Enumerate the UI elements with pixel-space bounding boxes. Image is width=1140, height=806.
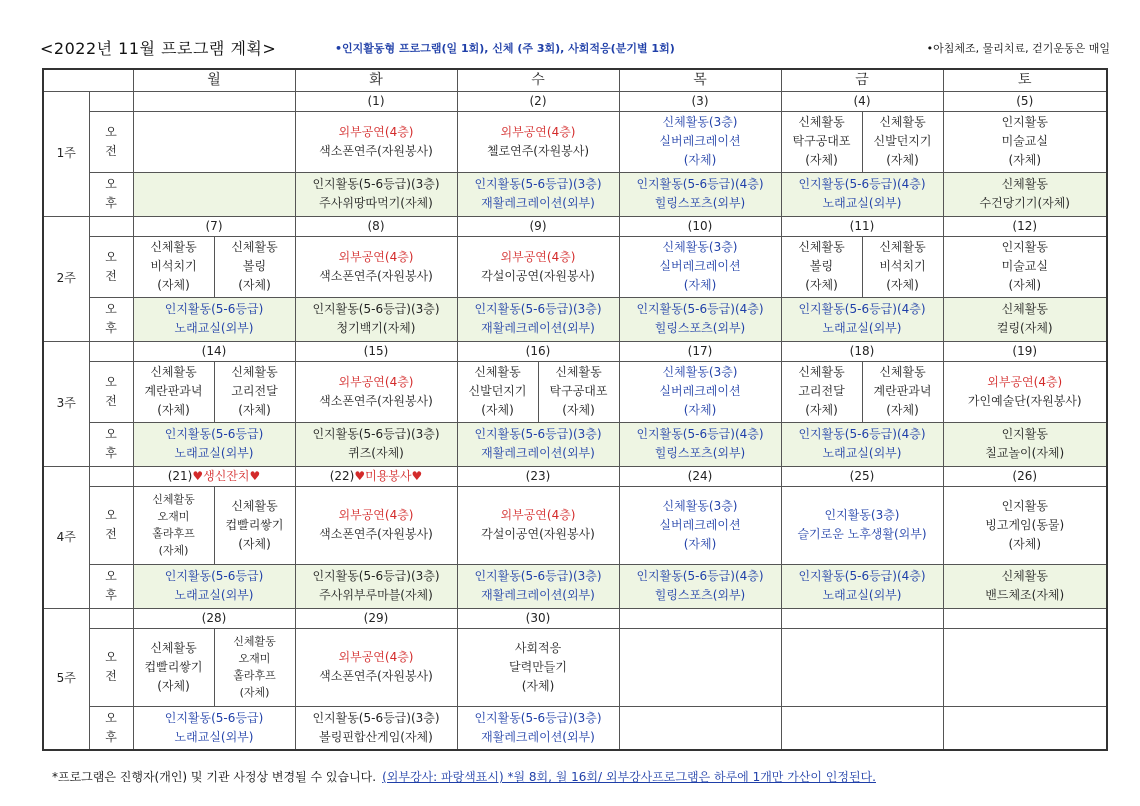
week5-date-row: [43, 608, 1107, 628]
program-cell: 신체활동 오재미 홀라후프 (자체): [133, 486, 214, 564]
program-cell: 신체활동 고리전달 (자체): [214, 361, 295, 422]
program-cell: 인지활동(5-6등급)(3층) 재활레크레이션(외부): [457, 422, 619, 466]
program-cell: 사회적응 달력만들기 (자체): [457, 628, 619, 706]
week4-date-row: [43, 466, 1107, 486]
program-cell: [781, 706, 943, 750]
date-cell: (9): [457, 216, 619, 236]
date-spacer: [89, 341, 133, 361]
program-cell: 신체활동 탁구공대포 (자체): [781, 111, 862, 172]
program-cell: 인지활동(5-6등급)(3층) 주사위땅따먹기(자체): [295, 172, 457, 216]
program-cell: 인지활동(5-6등급)(3층) 주사위부루마블(자체): [295, 564, 457, 608]
date-cell: [781, 608, 943, 628]
program-cell: 외부공연(4층) 가인예술단(자원봉사): [943, 361, 1107, 422]
date-cell: (24): [619, 466, 781, 486]
date-cell: (21)♥생신잔치♥: [133, 466, 295, 486]
program-cell: 인지활동(5-6등급)(3층) 볼링핀합산게임(자체): [295, 706, 457, 750]
program-cell: 신체활동(3층) 실버레크레이션 (자체): [619, 236, 781, 297]
date-cell: (14): [133, 341, 295, 361]
day-header-tue: 화: [295, 69, 457, 91]
am-label: 오 전: [89, 361, 133, 422]
program-cell: 인지활동(3층) 슬기로운 노후생활(외부): [781, 486, 943, 564]
program-cell: 신체활동 비석치기 (자체): [862, 236, 943, 297]
program-cell: 인지활동(5-6등급)(4층) 노래교실(외부): [781, 564, 943, 608]
program-cell: 신체활동 오재미 홀라후프 (자체): [214, 628, 295, 706]
date-cell: (18): [781, 341, 943, 361]
date-cell: (11): [781, 216, 943, 236]
day-header-sat: 토: [943, 69, 1107, 91]
day-header-fri: 금: [781, 69, 943, 91]
date-cell: (10): [619, 216, 781, 236]
week2-pm-row: [43, 297, 1107, 341]
date-spacer: [89, 466, 133, 486]
date-cell: (17): [619, 341, 781, 361]
program-cell: 인지활동(5-6등급)(3층) 청기백기(자체): [295, 297, 457, 341]
corner-cell: [43, 69, 133, 91]
page-title: <2022년 11월 프로그램 계획>: [40, 39, 277, 58]
week-label: 3주: [43, 341, 89, 466]
week4-am-row: [43, 486, 1107, 564]
date-spacer: [89, 608, 133, 628]
footer-change-note: *프로그램은 진행자(개인) 및 기관 사정상 변경될 수 있습니다.: [52, 770, 377, 784]
program-cell: 신체활동 신발던지기 (자체): [457, 361, 538, 422]
schedule-table: [42, 68, 1108, 751]
page-header: [40, 36, 1110, 60]
program-cell: 신체활동 비석치기 (자체): [133, 236, 214, 297]
daily-activities-note: •아침체조, 물리치료, 걷기운동은 매일: [926, 42, 1110, 55]
date-cell: (26): [943, 466, 1107, 486]
date-cell: (19): [943, 341, 1107, 361]
am-label: 오 전: [89, 236, 133, 297]
program-cell: 인지활동(5-6등급)(4층) 힐링스포츠(외부): [619, 297, 781, 341]
date-cell: [133, 91, 295, 111]
am-label: 오 전: [89, 628, 133, 706]
day-header-thu: 목: [619, 69, 781, 91]
program-cell: 인지활동(5-6등급)(3층) 퀴즈(자체): [295, 422, 457, 466]
date-cell: [619, 608, 781, 628]
date-cell: [943, 608, 1107, 628]
program-cell: [943, 706, 1107, 750]
date-cell: (22)♥미용봉사♥: [295, 466, 457, 486]
pm-label: 오 후: [89, 422, 133, 466]
week2-date-row: [43, 216, 1107, 236]
program-cell: 외부공연(4층) 색소폰연주(자원봉사): [295, 236, 457, 297]
week-label: 2주: [43, 216, 89, 341]
program-cell: 신체활동 밴드체조(자체): [943, 564, 1107, 608]
heart-icon: ♥: [249, 468, 261, 483]
am-label: 오 전: [89, 111, 133, 172]
date-cell: (28): [133, 608, 295, 628]
program-cell: 신체활동(3층) 실버레크레이션 (자체): [619, 361, 781, 422]
program-cell: 인지활동(5-6등급) 노래교실(외부): [133, 564, 295, 608]
program-cell: 신체활동 계란판과녁 (자체): [862, 361, 943, 422]
date-cell: (30): [457, 608, 619, 628]
date-cell: (12): [943, 216, 1107, 236]
program-cell: 인지활동 빙고게임(동물) (자체): [943, 486, 1107, 564]
week4-pm-row: [43, 564, 1107, 608]
week-label: 4주: [43, 466, 89, 608]
date-cell: (1): [295, 91, 457, 111]
week2-am-row: [43, 236, 1107, 297]
program-cell: 외부공연(4층) 각설이공연(자원봉사): [457, 486, 619, 564]
program-cell: 인지활동(5-6등급)(3층) 재활레크레이션(외부): [457, 706, 619, 750]
footer-note: [52, 768, 876, 785]
program-cell: 신체활동 탁구공대포 (자체): [538, 361, 619, 422]
program-cell: 인지활동(5-6등급)(4층) 힐링스포츠(외부): [619, 422, 781, 466]
program-cell: 신체활동 볼링 (자체): [214, 236, 295, 297]
date-cell: (15): [295, 341, 457, 361]
program-cell: [619, 706, 781, 750]
week1-am-row: [43, 111, 1107, 172]
pm-label: 오 후: [89, 297, 133, 341]
week5-am-row: [43, 628, 1107, 706]
week3-date-row: [43, 341, 1107, 361]
program-cell: 신체활동 컵빨리쌓기 (자체): [214, 486, 295, 564]
day-header-wed: 수: [457, 69, 619, 91]
program-cell: 외부공연(4층) 각설이공연(자원봉사): [457, 236, 619, 297]
program-cell: [781, 628, 943, 706]
program-cell: [943, 628, 1107, 706]
program-cell: 신체활동 컵빨리쌓기 (자체): [133, 628, 214, 706]
footer-external-note: (외부강사: 파랑색표시) *월 8회, 월 16회/ 외부강사프로그램은 하루에 1개만 가산이 인정된다.: [382, 770, 876, 784]
week-label: 1주: [43, 91, 89, 216]
date-cell: (2): [457, 91, 619, 111]
program-cell: 인지활동(5-6등급)(3층) 재활레크레이션(외부): [457, 564, 619, 608]
program-frequency-note: •인지활동형 프로그램(일 1회), 신체 (주 3회), 사회적응(분기별 1회): [335, 42, 675, 55]
program-cell: 인지활동 미술교실 (자체): [943, 236, 1107, 297]
date-cell: (23): [457, 466, 619, 486]
program-cell: [133, 111, 295, 172]
pm-label: 오 후: [89, 172, 133, 216]
date-cell: (8): [295, 216, 457, 236]
program-cell: [619, 628, 781, 706]
program-cell: 인지활동(5-6등급)(4층) 힐링스포츠(외부): [619, 564, 781, 608]
heart-icon: ♥: [411, 468, 423, 483]
am-label: 오 전: [89, 486, 133, 564]
program-cell: 외부공연(4층) 색소폰연주(자원봉사): [295, 486, 457, 564]
date-cell: (3): [619, 91, 781, 111]
program-cell: 신체활동(3층) 실버레크레이션 (자체): [619, 486, 781, 564]
date-cell: (16): [457, 341, 619, 361]
date-cell: (7): [133, 216, 295, 236]
program-cell: 신체활동 신발던지기 (자체): [862, 111, 943, 172]
program-cell: 외부공연(4층) 색소폰연주(자원봉사): [295, 361, 457, 422]
program-cell: 인지활동 미술교실 (자체): [943, 111, 1107, 172]
heart-icon: ♥: [192, 468, 204, 483]
date-cell: (5): [943, 91, 1107, 111]
week1-pm-row: [43, 172, 1107, 216]
week5-pm-row: [43, 706, 1107, 750]
program-cell: 인지활동(5-6등급) 노래교실(외부): [133, 706, 295, 750]
program-cell: 신체활동 볼링 (자체): [781, 236, 862, 297]
date-spacer: [89, 91, 133, 111]
program-cell: 인지활동(5-6등급)(4층) 노래교실(외부): [781, 297, 943, 341]
program-cell: 외부공연(4층) 첼로연주(자원봉사): [457, 111, 619, 172]
program-cell: 신체활동(3층) 실버레크레이션 (자체): [619, 111, 781, 172]
pm-label: 오 후: [89, 564, 133, 608]
program-cell: 인지활동(5-6등급)(3층) 재활레크레이션(외부): [457, 172, 619, 216]
program-cell: 외부공연(4층) 색소폰연주(자원봉사): [295, 111, 457, 172]
program-cell: 인지활동 칠교놀이(자체): [943, 422, 1107, 466]
date-cell: (29): [295, 608, 457, 628]
program-cell: 인지활동(5-6등급)(4층) 노래교실(외부): [781, 422, 943, 466]
program-cell: 신체활동 컬링(자체): [943, 297, 1107, 341]
program-cell: 인지활동(5-6등급) 노래교실(외부): [133, 422, 295, 466]
program-cell: [133, 172, 295, 216]
week3-pm-row: [43, 422, 1107, 466]
date-cell: (4): [781, 91, 943, 111]
program-cell: 외부공연(4층) 색소폰연주(자원봉사): [295, 628, 457, 706]
day-header-row: [43, 69, 1107, 91]
week1-date-row: [43, 91, 1107, 111]
program-cell: 신체활동 계란판과녁 (자체): [133, 361, 214, 422]
program-cell: 신체활동 고리전달 (자체): [781, 361, 862, 422]
week-label: 5주: [43, 608, 89, 750]
program-cell: 신체활동 수건당기기(자체): [943, 172, 1107, 216]
heart-icon: ♥: [354, 468, 366, 483]
program-cell: 인지활동(5-6등급)(4층) 힐링스포츠(외부): [619, 172, 781, 216]
week3-am-row: [43, 361, 1107, 422]
day-header-mon: 월: [133, 69, 295, 91]
program-cell: 인지활동(5-6등급)(4층) 노래교실(외부): [781, 172, 943, 216]
date-cell: (25): [781, 466, 943, 486]
program-cell: 인지활동(5-6등급)(3층) 재활레크레이션(외부): [457, 297, 619, 341]
pm-label: 오 후: [89, 706, 133, 750]
program-cell: 인지활동(5-6등급) 노래교실(외부): [133, 297, 295, 341]
date-spacer: [89, 216, 133, 236]
